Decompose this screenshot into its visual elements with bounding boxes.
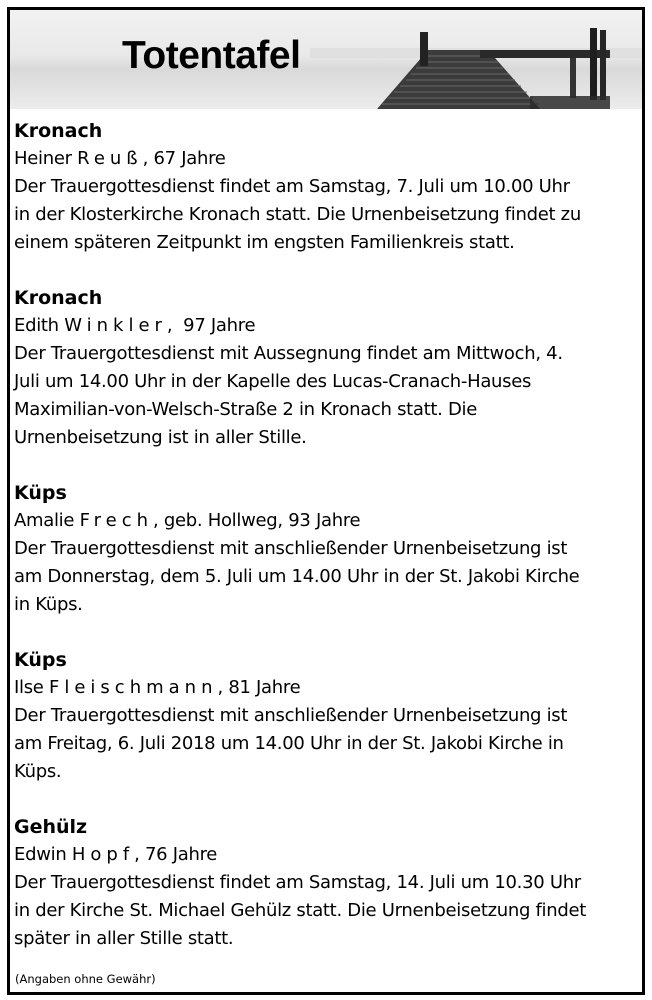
entry-place: Küps <box>14 649 67 671</box>
entry-name-details: , 97 Jahre <box>166 315 256 336</box>
obituary-entry <box>14 646 642 786</box>
entry-name-line <box>14 312 642 340</box>
entry-name-line <box>14 507 642 535</box>
entry-text-line: Der Trauergottesdienst mit anschließender Urnenbeisetzung ist <box>14 538 568 559</box>
entry-first-name: Heiner <box>14 148 72 169</box>
entry-last-name: Frech <box>79 510 154 531</box>
entry-first-name: Edwin <box>14 844 67 865</box>
entry-text-line: Der Trauergottesdienst mit anschließender Urnenbeisetzung ist <box>14 705 568 726</box>
entry-text-line: Juli um 14.00 Uhr in der Kapelle des Lucas-Cranach-Hauses <box>14 371 532 392</box>
entry-first-name: Amalie <box>14 510 75 531</box>
entry-place: Küps <box>14 482 67 504</box>
entry-text-line: später in aller Stille statt. <box>14 928 234 949</box>
page-title: Totentafel <box>122 34 301 77</box>
disclaimer: (Angaben ohne Gewähr) <box>15 972 156 986</box>
jetty-photo <box>10 10 642 109</box>
entry-last-name: Winkler <box>64 315 167 336</box>
entry-text-line: Der Trauergottesdienst mit Aussegnung findet am Mittwoch, 4. <box>14 343 563 364</box>
entry-name-details: , 76 Jahre <box>134 844 218 865</box>
entry-text-line: Küps. <box>14 761 62 782</box>
entry-name-details: , geb. Hollweg, 93 Jahre <box>153 510 361 531</box>
header-banner <box>10 10 642 109</box>
entry-text-line: am Freitag, 6. Juli 2018 um 14.00 Uhr in der St. Jakobi Kirche in <box>14 733 564 754</box>
entry-last-name: Fleischmann <box>48 677 218 698</box>
entry-name-line <box>14 145 642 173</box>
entry-name-line <box>14 674 642 702</box>
entry-text-line: Der Trauergottesdienst findet am Samstag, 7. Juli um 10.00 Uhr <box>14 176 570 197</box>
obituary-entry <box>14 813 642 953</box>
entry-place: Gehülz <box>14 816 88 838</box>
entry-text-line: einem späteren Zeitpunkt im engsten Familienkreis statt. <box>14 232 515 253</box>
entry-name-details: , 81 Jahre <box>217 677 301 698</box>
obituary-entry <box>14 117 642 257</box>
obituary-list <box>10 109 642 953</box>
obituary-board <box>7 7 645 995</box>
obituary-entry <box>14 479 642 619</box>
entry-text-line: in Küps. <box>14 594 83 615</box>
entry-text-line: am Donnerstag, dem 5. Juli um 14.00 Uhr in der St. Jakobi Kirche <box>14 566 580 587</box>
entry-last-name: Hopf <box>71 844 135 865</box>
entry-name-line <box>14 841 642 869</box>
entry-first-name: Edith <box>14 315 59 336</box>
entry-text-line: Der Trauergottesdienst findet am Samstag, 14. Juli um 10.30 Uhr <box>14 872 581 893</box>
entry-name-details: , 67 Jahre <box>142 148 226 169</box>
entry-text-line: in der Klosterkirche Kronach statt. Die Urnenbeisetzung findet zu <box>14 204 581 225</box>
entry-text-line: Urnenbeisetzung ist in aller Stille. <box>14 427 307 448</box>
entry-first-name: Ilse <box>14 677 44 698</box>
entry-place: Kronach <box>14 120 103 142</box>
entry-place: Kronach <box>14 287 103 309</box>
obituary-entry <box>14 284 642 452</box>
entry-text-line: in der Kirche St. Michael Gehülz statt. Die Urnenbeisetzung findet <box>14 900 587 921</box>
entry-last-name: Reuß <box>77 148 143 169</box>
entry-text-line: Maximilian-von-Welsch-Straße 2 in Kronach statt. Die <box>14 399 478 420</box>
